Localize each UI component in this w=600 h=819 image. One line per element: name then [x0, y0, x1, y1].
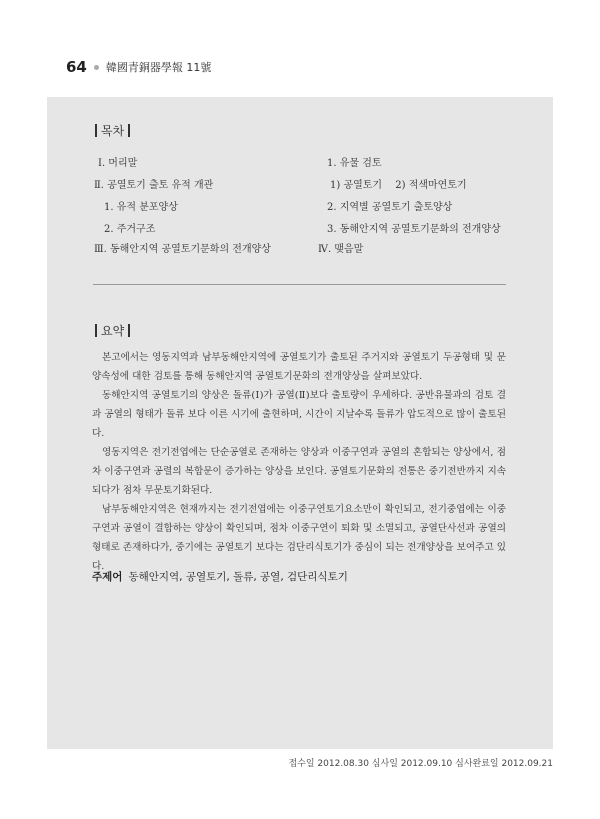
toc-heading	[91, 122, 134, 139]
toc-item: 2. 지역별 공열토기 출토양상	[327, 202, 453, 213]
toc-item: 1. 유물 검토	[327, 158, 382, 169]
heading-bar-icon	[95, 124, 97, 137]
toc-item: Ⅱ. 공열토기 출토 유적 개관	[94, 180, 214, 191]
keywords-label: 주제어	[92, 571, 123, 583]
section-divider	[93, 284, 506, 285]
toc-item: Ⅰ. 머리말	[98, 158, 138, 169]
toc-item: 3. 동해안지역 공열토기문화의 전개양상	[327, 224, 501, 235]
toc-heading-label: 목차	[101, 124, 125, 138]
journal-title: 韓國青銅器學報 11號	[105, 61, 212, 74]
summary-paragraph: 영동지역은 전기전엽에는 단순공열로 존재하는 양상과 이중구연과 공열의 혼합되는 양상에서, 점차 이중구연과 공렬의 복합문이 증가하는 양상을 보인다. 공열토기문화의 전통은 중기전반까지 지속되다가 점차 무문토기화된다.	[92, 447, 506, 496]
summary-paragraph: 남부동해안지역은 현재까지는 전기전엽에는 이중구연토기요소만이 확인되고, 전기중엽에는 이중구연과 공열이 결합하는 양상이 확인되며, 점차 이중구연이 퇴화 및 소멸되고, 공열단사선과 공열의 형태로 존재하다가, 중기에는 공열토기 보다는 검단리식토기가 중심이 되는 전개양상을 보여주고 있다.	[92, 504, 506, 572]
heading-bar-icon	[95, 324, 97, 337]
review-dates: 접수일 2012.08.30 심사일 2012.09.10 심사완료일 2012.09.21	[288, 759, 553, 769]
summary-body	[92, 348, 506, 576]
keywords-line	[92, 569, 348, 584]
summary-heading-label: 요약	[101, 324, 125, 338]
summary-paragraph: 본고에서는 영동지역과 남부동해안지역에 공열토기가 출토된 주거지와 공열토기 두공형태 및 문양속성에 대한 검토를 통해 동해안지역 공열토기문화의 전개양상을 살펴보았다.	[92, 352, 506, 382]
toc-item: 1. 유적 분포양상	[104, 202, 178, 213]
keywords-value: 동해안지역, 공열토기, 돌류, 공열, 검단리식토기	[128, 571, 348, 583]
toc-item: Ⅲ. 동해안지역 공열토기문화의 전개양상	[94, 244, 271, 255]
summary-heading	[91, 322, 134, 339]
toc-item: 1) 공열토기 2) 적색마연토기	[330, 180, 467, 191]
page-header	[66, 58, 211, 76]
heading-bar-icon	[128, 124, 130, 137]
heading-bar-icon	[128, 324, 130, 337]
toc-item: Ⅳ. 맺음말	[318, 244, 364, 255]
page-number: 64	[66, 58, 87, 76]
summary-paragraph: 동해안지역 공열토기의 양상은 돌류(Ⅰ)가 공열(Ⅱ)보다 출토량이 우세하다. 공반유물과의 검토 결과 공열의 형태가 돌류 보다 이른 시기에 출현하며, 시간이 지날수록 돌류가 압도적으로 많이 출토된다.	[92, 390, 506, 439]
toc-item: 2. 주거구조	[104, 224, 156, 235]
separator-dot-icon	[94, 65, 99, 70]
